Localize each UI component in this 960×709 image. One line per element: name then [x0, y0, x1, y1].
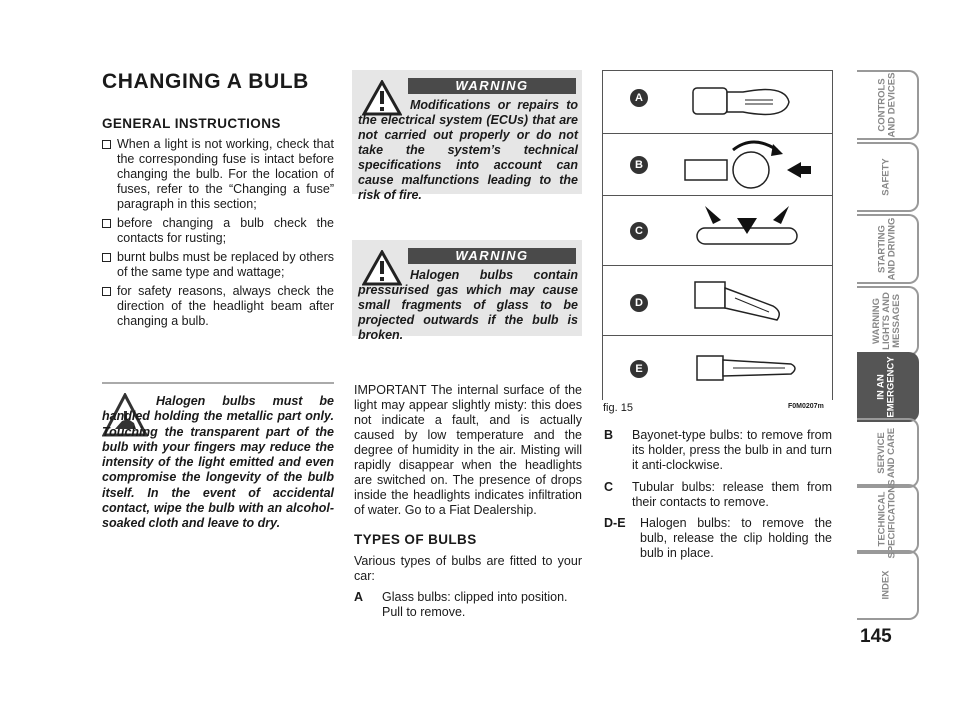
- warning-box-electrical: [352, 70, 582, 202]
- tab-service-and-care[interactable]: SERVICE AND CARE: [857, 418, 919, 488]
- figure-letter: C: [630, 222, 648, 240]
- bullet-item: before changing a bulb check the contacts for rusting;: [102, 216, 334, 246]
- warning-text: Halogen bulbs contain pressurised gas which may cause small fragments of glass to be projected outwards if the bulb is broken.: [358, 268, 578, 342]
- types-of-bulbs: [354, 532, 582, 620]
- legend-text: Tubular bulbs: release them from their contacts to remove.: [632, 480, 832, 509]
- figure-panel-d: [603, 265, 832, 335]
- tab-technical-specifications[interactable]: TECHNICAL SPECIFICATIONS: [857, 484, 919, 554]
- tab-starting-and-driving[interactable]: STARTING AND DRIVING: [857, 214, 919, 284]
- type-a-row: [354, 590, 582, 620]
- halogen-bulb-h1-icon: [673, 338, 823, 400]
- figure-panel-e: [603, 335, 832, 401]
- bayonet-bulb-icon: [673, 136, 823, 194]
- page-title: CHANGING A BULB: [102, 70, 309, 93]
- halogen-bulb-h7-icon: [673, 268, 823, 334]
- legend-row-b: [604, 428, 832, 473]
- legend-key: D-E: [604, 516, 626, 530]
- warning-text: Modifications or repairs to the electrical system (ECUs) that are not carried out properly or do not take the system’s technical specifications into account can cause malfunctions leading to the risk of fire.: [358, 98, 578, 202]
- halogen-note: Halogen bulbs must be handled holding the metallic part only. Touching the transparent part of the bulb with your fingers may reduce the intensity of the light emitted and even compromise the longevity of the bulb itself. In the event of accidental contact, wipe the bulb with an alcohol-soaked cloth and leave to dry.: [102, 394, 334, 531]
- divider: [102, 382, 334, 384]
- figure-panel-c: [603, 195, 832, 265]
- bullet-item: When a light is not working, check that the corresponding fuse is intact before changing the bulb. For the location of fuses, refer to the “Changing a fuse” paragraph in this section;: [102, 137, 334, 212]
- types-heading: TYPES OF BULBS: [354, 532, 477, 547]
- checkbox-icon: [102, 287, 111, 296]
- figure-letter: E: [630, 360, 648, 378]
- checkbox-icon: [102, 219, 111, 228]
- legend-row-de: [604, 516, 832, 561]
- figure-letter: B: [630, 156, 648, 174]
- legend-text: Halogen bulbs: to remove the bulb, release the clip holding the bulb in place.: [640, 516, 832, 560]
- bulb-figure: [602, 70, 833, 400]
- general-instructions: [102, 116, 334, 329]
- type-a-key: A: [354, 590, 364, 604]
- general-heading: GENERAL INSTRUCTIONS: [102, 116, 281, 131]
- bullet-item: burnt bulbs must be replaced by others of the same type and wattage;: [102, 250, 334, 280]
- tab-safety[interactable]: SAFETY: [857, 142, 919, 212]
- figure-panel-a: [603, 71, 832, 133]
- figure-letter: A: [630, 89, 648, 107]
- tubular-bulb-icon: [673, 198, 823, 264]
- tab-in-an-emergency[interactable]: IN AN EMERGENCY: [857, 352, 919, 422]
- tab-warning-lights[interactable]: WARNING LIGHTS AND MESSAGES: [857, 286, 919, 356]
- type-a-text: Glass bulbs: clipped into position. Pull to remove.: [382, 590, 568, 619]
- types-intro: Various types of bulbs are fitted to your car:: [354, 554, 582, 583]
- glass-bulb-icon: [673, 74, 823, 130]
- legend-key: B: [604, 428, 614, 442]
- figure-caption: fig. 15: [603, 402, 633, 414]
- important-note: IMPORTANT The internal surface of the light may appear slightly misty: this does not indicate a fault, and is actually caused by low temperature and the degree of humidity in the air. Misting will rapidly disappear when the headlights are switched on. The presence of drops inside the headlights indicates infiltration of water. Go to a Fiat Dealership.: [354, 383, 582, 517]
- warning-label: WARNING: [408, 78, 576, 94]
- legend-row-c: [604, 480, 832, 510]
- legend-text: Bayonet-type bulbs: to remove from its holder, press the bulb in and turn it anti-clockwise.: [632, 428, 832, 472]
- page-number: 145: [860, 626, 892, 647]
- bullet-item: for safety reasons, always check the direction of the headlight beam after changing a bulb.: [102, 284, 334, 329]
- tab-controls-and-devices[interactable]: CONTROLS AND DEVICES: [857, 70, 919, 140]
- warning-label: WARNING: [408, 248, 576, 264]
- figure-letter: D: [630, 294, 648, 312]
- checkbox-icon: [102, 140, 111, 149]
- legend-key: C: [604, 480, 614, 494]
- warning-box-halogen: [352, 240, 582, 342]
- figure-code: F0M0207m: [788, 403, 824, 410]
- figure-panel-b: [603, 133, 832, 195]
- tab-index[interactable]: INDEX: [857, 550, 919, 620]
- checkbox-icon: [102, 253, 111, 262]
